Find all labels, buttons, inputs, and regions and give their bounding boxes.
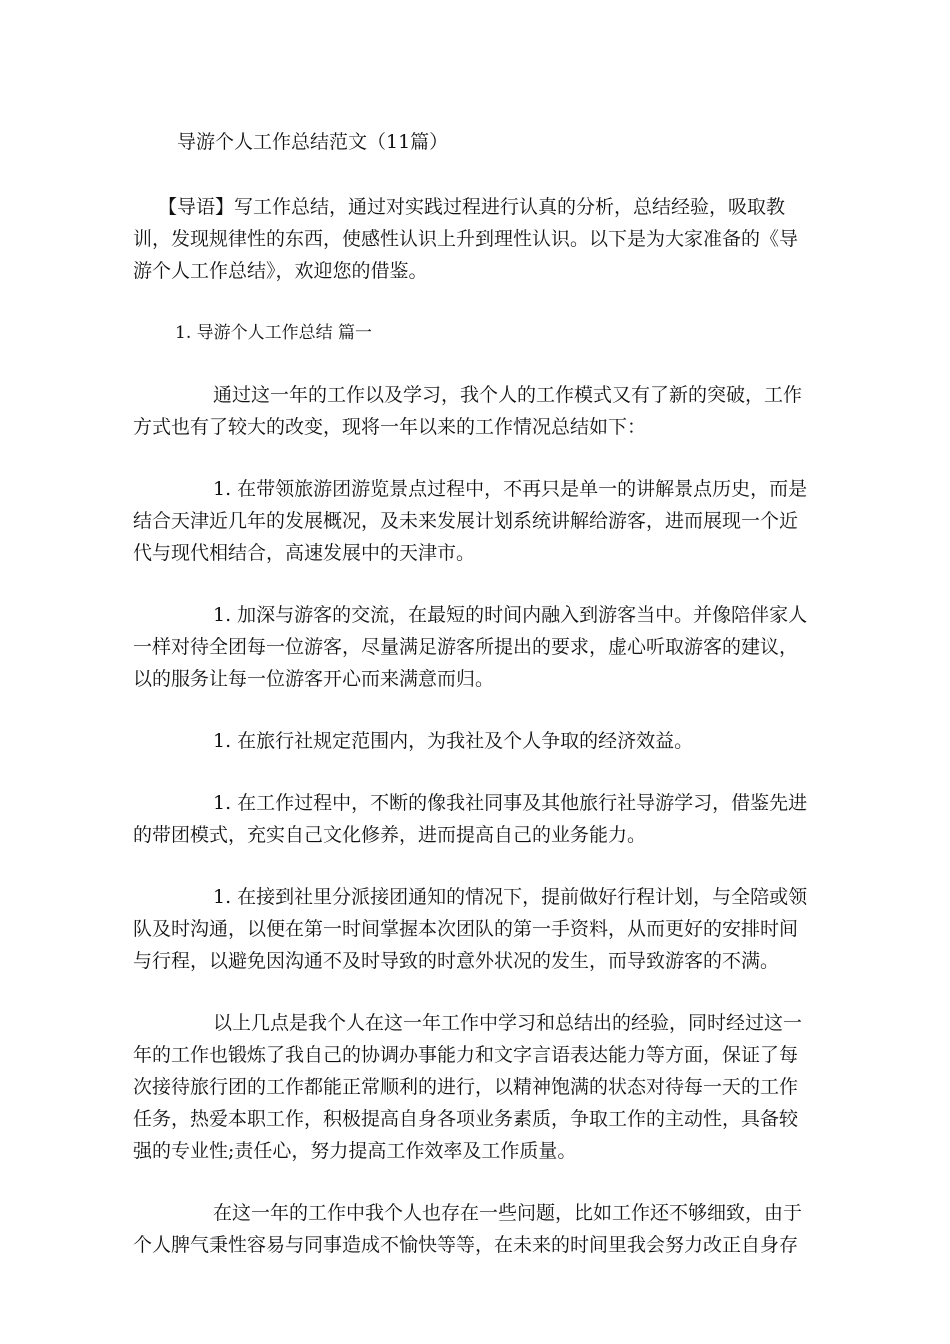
document-title: 导游个人工作总结范文（11篇）	[177, 131, 449, 153]
body-paragraph: 在这一年的工作中我个人也存在一些问题，比如工作还不够细致，由于个人脾气秉性容易与同事造成不愉快等等，在未来的时间里我会努力改正自身存	[133, 1202, 803, 1256]
body-paragraph: 1. 在工作过程中，不断的像我社同事及其他旅行社导游学习，借鉴先进的带团模式，充实自己文化修养，进而提高自己的业务能力。	[133, 792, 808, 846]
body-paragraph: 1. 在旅行社规定范围内，为我社及个人争取的经济效益。	[213, 730, 694, 752]
body-paragraph: 1. 在带领旅游团游览景点过程中，不再只是单一的讲解景点历史，而是结合天津近几年的发展概况，及未来发展计划系统讲解给游客，进而展现一个近代与现代相结合，高速发展中的天津市。	[133, 478, 808, 564]
body-paragraph: 以上几点是我个人在这一年工作中学习和总结出的经验，同时经过这一年的工作也锻炼了我自己的协调办事能力和文字言语表达能力等方面，保证了每次接待旅行团的工作都能正常顺利的进行，以精神饱满的状态对待每一天的工作任务，热爱本职工作，积极提高自身各项业务素质，争取工作的主动性，具备较强的专业性;责任心，努力提高工作效率及工作质量。	[133, 1012, 803, 1162]
section-heading: 1. 导游个人工作总结 篇一	[175, 323, 373, 343]
body-paragraph: 1. 在接到社里分派接团通知的情况下，提前做好行程计划，与全陪或领队及时沟通，以便在第一时间掌握本次团队的第一手资料，从而更好的安排时间与行程，以避免因沟通不及时导致的时意外状况的发生，而导致游客的不满。	[133, 886, 808, 972]
body-paragraph: 通过这一年的工作以及学习，我个人的工作模式又有了新的突破，工作方式也有了较大的改变，现将一年以来的工作情况总结如下：	[133, 384, 803, 438]
document-page	[133, 126, 811, 1261]
body-paragraph: 1. 加深与游客的交流，在最短的时间内融入到游客当中。并像陪伴家人一样对待全团每一位游客，尽量满足游客所提出的要求，虚心听取游客的建议，以的服务让每一位游客开心而来满意而归。	[133, 604, 808, 690]
lead-paragraph: 【导语】写工作总结，通过对实践过程进行认真的分析，总结经验，吸取教训，发现规律性的东西，使感性认识上升到理性认识。以下是为大家准备的《导游个人工作总结》，欢迎您的借鉴。	[133, 196, 799, 282]
